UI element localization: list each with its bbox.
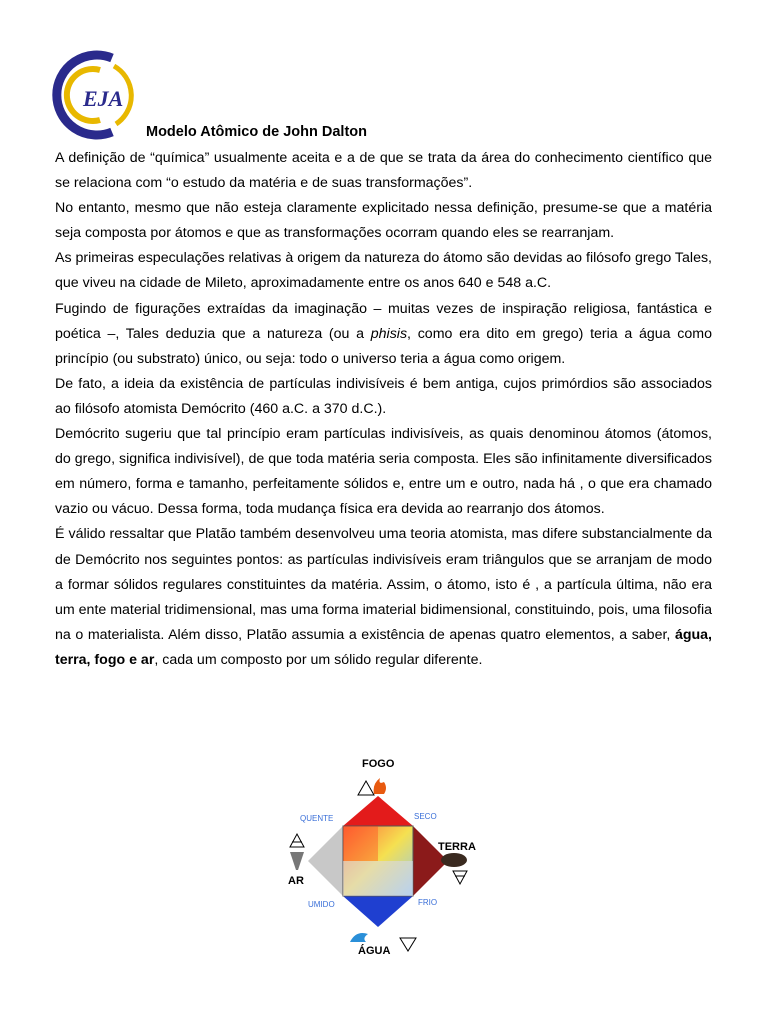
label-seco: SECO	[414, 812, 437, 821]
paragraph-text: A definição de “química” usualmente aceita e a de que se trata da área do conhecimento científico que se relaciona com “o estudo da matéria e de suas transformações”.	[55, 150, 712, 192]
paragraph-text: Fugindo de figurações extraídas da imaginação – muitas vezes de inspiração religiosa, fantástica e poética –, Tales deduzia que a natureza (ou a	[55, 300, 712, 342]
paragraph	[55, 422, 712, 522]
document-body	[55, 146, 712, 673]
label-umido: UMIDO	[308, 900, 335, 909]
document-title: Modelo Atômico de John Dalton	[146, 124, 367, 140]
tornado-icon	[290, 852, 304, 870]
water-quadrant	[343, 896, 413, 927]
paragraph	[55, 297, 712, 372]
paragraph-text: Demócrito sugeriu que tal princípio eram partículas indivisíveis, as quais denominou átomos (átomos, do grego, significa indivisível), de que toda matéria seria composta. Eles são infinitamente diversificados em número, forma e tamanho, perfeitamente sólidos e, entre um e outro, nada há , o que era chamado vazio ou vácuo. Dessa forma, toda mudança física era devida ao rearranjo dos átomos.	[55, 426, 712, 518]
label-ar: AR	[288, 875, 304, 887]
fire-quadrant	[343, 796, 413, 826]
flame-icon	[374, 778, 386, 794]
paragraph	[55, 522, 712, 673]
emphasis-text: água, terra, fogo e ar	[55, 626, 712, 668]
eja-logo	[52, 50, 144, 140]
paragraph-text: As primeiras especulações relativas à origem da natureza do átomo são devidas ao filósofo grego Tales, que viveu na cidade de Mileto, aproximadamente entre os anos 640 e 548 a.C.	[55, 250, 712, 292]
label-agua: ÁGUA	[358, 945, 391, 957]
paragraph-text: De fato, a ideia da existência de partículas indivisíveis é bem antiga, cujos primórdios são associados ao filósofo atomista Demócrito (460 a.C. a 370 d.C.).	[55, 375, 712, 417]
label-fogo: FOGO	[362, 758, 395, 770]
fire-triangle-icon	[358, 781, 374, 795]
paragraph	[55, 196, 712, 246]
paragraph-text: No entanto, mesmo que não esteja claramente explicitado nessa definição, presume-se que a matéria seja composta por átomos e que as transformações ocorram quando eles se rearranjam.	[55, 200, 712, 242]
rock-icon	[441, 853, 467, 867]
water-triangle-icon	[400, 938, 416, 951]
paragraph-text: , cada um composto por um sólido regular diferente.	[154, 651, 483, 668]
wave-icon	[350, 933, 368, 942]
label-quente: QUENTE	[300, 814, 334, 823]
air-quadrant	[308, 826, 343, 896]
paragraph	[55, 372, 712, 422]
paragraph-text: É válido ressaltar que Platão também desenvolveu uma teoria atomista, mas difere substancialmente da de Demócrito nos seguintes pontos: as partículas indivisíveis eram triângulos que se arranjam de modo a formar sólidos regulares constituintes da matéria. Assim, o átomo, isto é , a partícula última, não era um ente material tridimensional, mas uma forma imaterial bidimensional, constituindo, pois, uma filosofia na o materialista. Além disso, Platão assumia a existência de apenas quatro elementos, a saber,	[55, 526, 712, 643]
label-frio: FRIO	[418, 898, 438, 907]
elements-diagram	[270, 752, 500, 962]
earth-triangle-icon	[453, 871, 467, 884]
paragraph	[55, 246, 712, 296]
logo-text: EJA	[83, 86, 124, 111]
label-terra: TERRA	[438, 841, 476, 853]
air-triangle-icon	[290, 834, 304, 847]
emphasis-text: phisis	[370, 325, 408, 342]
paragraph	[55, 146, 712, 196]
paragraph-text: , como era dito em grego) teria a água como princípio (ou substrato) único, ou seja: todo o universo teria a água como origem.	[55, 325, 712, 367]
